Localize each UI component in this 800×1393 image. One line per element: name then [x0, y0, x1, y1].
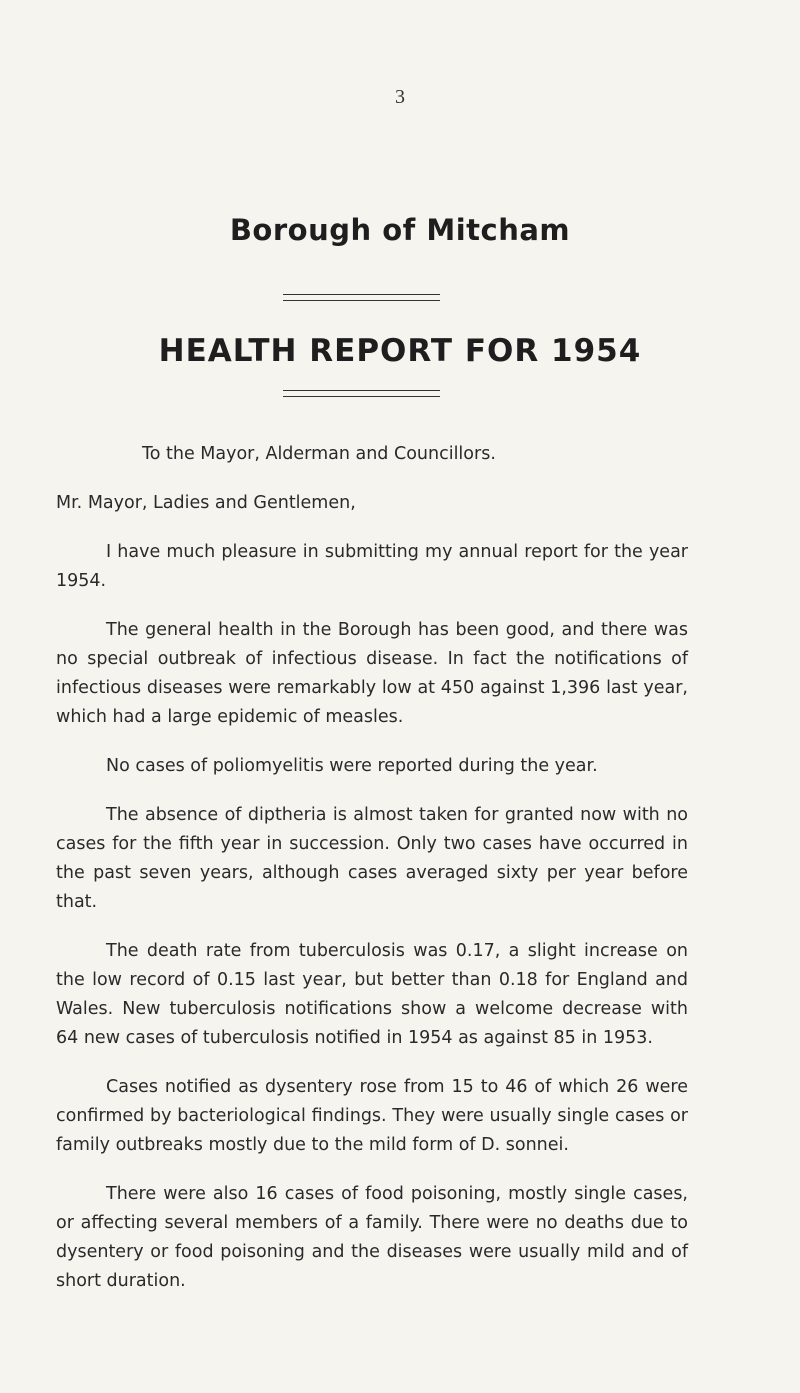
paragraph: There were also 16 cases of food poisoning, mostly single cases, or affecting several members of a family. There were no deaths due to dysentery or food poisoning and the diseases were usually mild and of short duration. [56, 1184, 688, 1291]
addressee: To the Mayor, Alderman and Councillors. [142, 444, 496, 464]
letter-body [56, 440, 688, 1316]
report-title: HEALTH REPORT FOR 1954 [158, 333, 642, 369]
paragraph: Cases notified as dysentery rose from 15 to 46 of which 26 were confirmed by bacteriological findings. They were usually single cases or family outbreaks mostly due to the mild form of D. sonnei. [56, 1077, 688, 1155]
double-rule-top [283, 294, 440, 301]
paragraph: No cases of poliomyelitis were reported during the year. [106, 756, 598, 776]
page-number: 3 [395, 86, 405, 108]
paragraph: I have much pleasure in submitting my annual report for the year 1954. [56, 542, 688, 591]
paragraph: The absence of diptheria is almost taken for granted now with no cases for the fifth year in succession. Only two cases have occurred in the past seven years, although cases averaged sixty per year before that. [56, 805, 688, 912]
double-rule-bottom [283, 390, 440, 397]
paragraph: The general health in the Borough has been good, and there was no special outbreak of infectious disease. In fact the notifications of infectious diseases were remarkably low at 450 against 1,396 last year, which had a large epidemic of measles. [56, 620, 688, 727]
borough-heading: Borough of Mitcham [229, 213, 571, 247]
salutation: Mr. Mayor, Ladies and Gentlemen, [56, 493, 356, 513]
paragraph: The death rate from tuberculosis was 0.17, a slight increase on the low record of 0.15 last year, but better than 0.18 for England and Wales. New tuberculosis notifications show a welcome decrease with 64 new cases of tuberculosis notified in 1954 as against 85 in 1953. [56, 941, 688, 1048]
